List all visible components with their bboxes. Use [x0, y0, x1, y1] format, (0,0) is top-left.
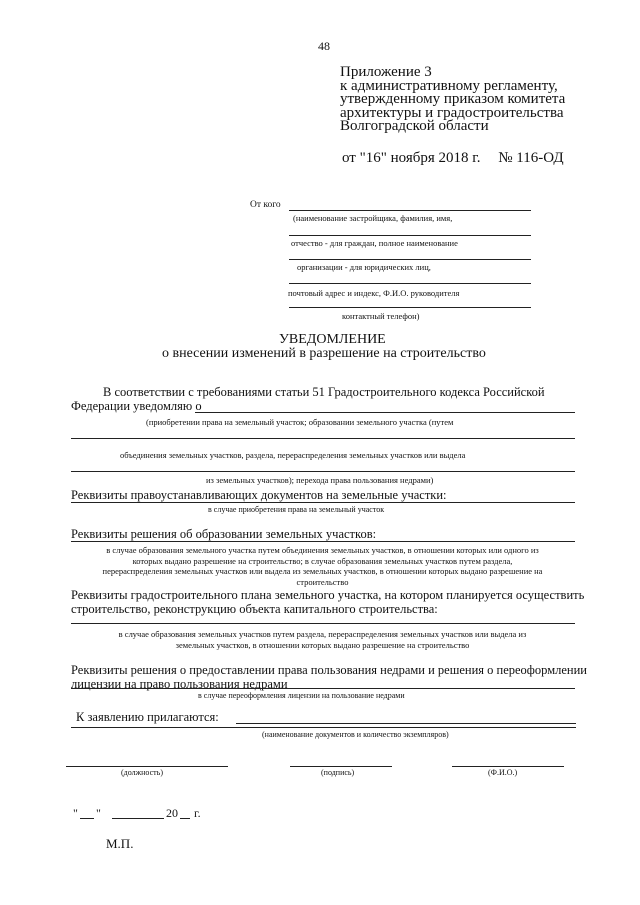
- page-number: 48: [318, 39, 330, 53]
- annex-line: к административному регламенту,: [340, 77, 558, 94]
- signature-caption: (подпись): [321, 768, 355, 777]
- annex-block: [340, 66, 565, 134]
- hint-formation-line: строительство: [296, 576, 349, 587]
- document-title: УВЕДОМЛЕНИЕ: [279, 332, 386, 347]
- hint-formation-line: в случае образования земельного участка путем объединения земельных участков, в отношении которых или одного из: [106, 545, 539, 555]
- blank-line: [71, 541, 575, 542]
- date-year-prefix: 20: [166, 806, 178, 820]
- from-line: [289, 283, 531, 284]
- hint-gpzu-line: земельных участков, в отношении которых выдано разрешение на строительство: [175, 639, 470, 650]
- annex-line: Волгоградской области: [340, 118, 489, 134]
- from-label: От кого: [250, 200, 281, 210]
- requisites-gpzu: Реквизиты градостроительного плана земельного участка, на котором планируется осуществить: [71, 588, 585, 602]
- date-blank-close-quote: ": [96, 806, 101, 820]
- blank-line: [71, 623, 575, 624]
- hint-formation-line: которых выдано разрешение на строительство; в случае образования земельных участков путем раздела,: [132, 555, 513, 566]
- hint-attached: (наименование документов и количество экземпляров): [262, 730, 449, 739]
- hint-acquisition: (приобретении права на земельный участок; образовании земельного участка (путем: [146, 417, 454, 427]
- from-line: [289, 210, 531, 211]
- annex-date-text: от "16" ноября 2018 г.: [342, 150, 481, 166]
- from-line: [289, 235, 531, 236]
- hint-gpzu: [70, 629, 575, 650]
- date-year-suffix: г.: [194, 806, 201, 820]
- annex-date: [342, 150, 564, 167]
- blank-line: [71, 438, 575, 439]
- stamp-place: М.П.: [106, 836, 134, 851]
- intro-line: Федерации уведомляю о: [71, 399, 202, 413]
- attached-label: К заявлению прилагаются:: [76, 710, 219, 724]
- requisites-subsoil: Реквизиты решения о предоставлении права пользования недрами и решения о переоформлении: [71, 663, 587, 677]
- hint-formation: [60, 545, 585, 587]
- hint-rights: в случае приобретения права на земельный участок: [208, 505, 385, 514]
- requisites-rights: Реквизиты правоустанавливающих документов на земельные участки:: [71, 488, 447, 502]
- attached-line: [236, 723, 576, 724]
- annex-order-number: № 116-ОД: [498, 150, 564, 166]
- blank-line: [71, 471, 575, 472]
- name-line: [452, 766, 564, 767]
- document-subtitle: о внесении изменений в разрешение на строительство: [162, 346, 486, 361]
- annex-line: Приложение 3: [340, 64, 432, 80]
- date-blank-open-quote: ": [73, 806, 78, 820]
- intro-line-blank: [195, 412, 575, 413]
- position-caption: (должность): [121, 768, 163, 777]
- annex-line: архитектуры и градостроительства: [340, 104, 564, 121]
- blank-line: [71, 502, 575, 503]
- requisites-gpzu: строительство, реконструкцию объекта капитального строительства:: [71, 602, 438, 616]
- name-caption: (Ф.И.О.): [488, 768, 518, 777]
- hint-subsoil: в случае переоформления лицензии на пользование недрами: [198, 691, 405, 700]
- requisites-formation: Реквизиты решения об образовании земельных участков:: [71, 527, 377, 541]
- hint-formation-line: перераспределения земельных участков или выдела из земельных участков, в отношении которых выдано разрешение на: [102, 566, 543, 576]
- from-line: [289, 307, 531, 308]
- from-hint: отчество - для граждан, полное наименование: [291, 238, 458, 248]
- intro-line: В соответствии с требованиями статьи 51 Градостроительного кодекса Российской: [103, 385, 545, 399]
- hint-gpzu-line: в случае образования земельных участков путем раздела, перераспределения земельных участков или выдела из: [118, 629, 527, 639]
- blank-line: [71, 727, 576, 728]
- hint-acquisition: из земельных участков); перехода права пользования недрами): [206, 475, 434, 485]
- blank-line: [71, 688, 575, 689]
- from-line: [289, 259, 531, 260]
- date-month-line: [112, 818, 164, 819]
- from-hint: почтовый адрес и индекс, Ф.И.О. руководителя: [288, 288, 460, 298]
- annex-line: утвержденному приказом комитета: [340, 91, 566, 107]
- from-hint: (наименование застройщика, фамилия, имя,: [293, 213, 453, 223]
- from-hint: контактный телефон): [342, 311, 420, 321]
- date-day-line: [80, 818, 94, 819]
- signature-line: [290, 766, 392, 767]
- position-line: [66, 766, 228, 767]
- date-year-line: [180, 818, 190, 819]
- from-hint: организации - для юридических лиц,: [297, 262, 431, 272]
- hint-acquisition: объединения земельных участков, раздела, перераспределения земельных участков или выдела: [120, 450, 466, 460]
- requisites-subsoil: лицензии на право пользования недрами: [71, 677, 288, 691]
